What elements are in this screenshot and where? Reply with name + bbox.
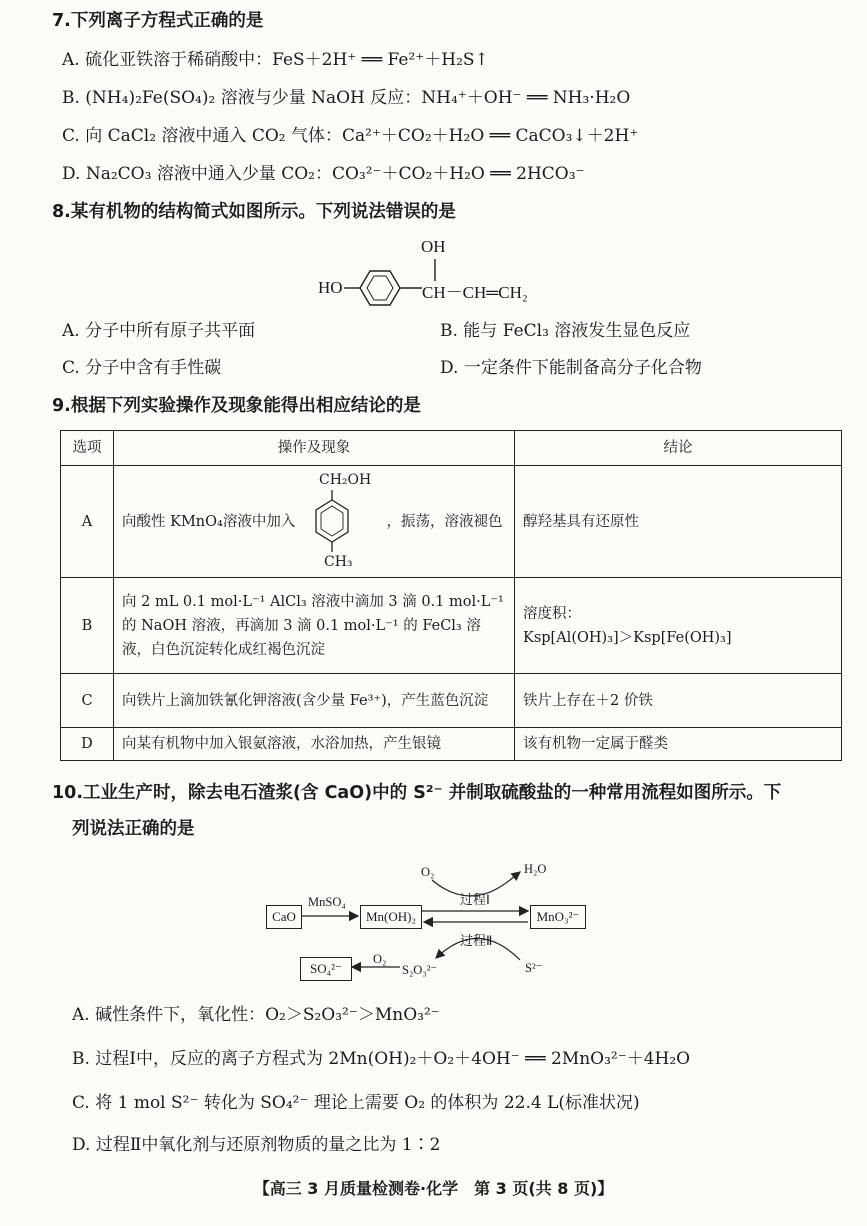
q7-option-c: C. 向 CaCl₂ 溶液中通入 CO₂ 气体：Ca²⁺＋CO₂＋H₂O ══ CaCO₃↓＋2H⁺: [62, 126, 639, 146]
box-mnoh2: Mn(OH)₂: [360, 905, 422, 929]
q8-option-a: A. 分子中所有原子共平面: [62, 321, 256, 341]
label-process-2: 过程Ⅱ: [460, 933, 493, 948]
q7-option-a: A. 硫化亚铁溶于稀硝酸中：FeS＋2H⁺ ══ Fe²⁺＋H₂S↑: [62, 50, 489, 70]
q10-option-a: A. 碱性条件下，氧化性：O₂＞S₂O₃²⁻＞MnO₃²⁻: [72, 1005, 440, 1025]
structure-chain: CH－CH═CH₂: [422, 283, 528, 302]
row-key: A: [61, 466, 114, 578]
q9-stem: 9.根据下列实验操作及现象能得出相应结论的是: [52, 396, 421, 416]
row-conclusion: 该有机物一定属于醛类: [515, 728, 842, 761]
page-footer: 【高三 3 月质量检测卷·化学 第 3 页(共 8 页)】: [253, 1179, 614, 1198]
label-h2o: H₂O: [524, 862, 547, 876]
row-operation: 向 2 mL 0.1 mol·L⁻¹ AlCl₃ 溶液中滴加 3 滴 0.1 mol·L⁻¹ 的 NaOH 溶液，再滴加 3 滴 0.1 mol·L⁻¹ 的 FeCl₃ 溶液，白色沉淀转化成红褐色沉淀: [114, 578, 515, 674]
sub-top: CH₂OH: [319, 472, 372, 488]
conclusion-line-1: 溶度积：: [523, 605, 581, 622]
q10-stem-line-1: 10.工业生产时，除去电石渣浆(含 CaO)中的 S²⁻ 并制取硫酸盐的一种常用流程如图所示。下: [52, 783, 782, 803]
q10-option-b: B. 过程Ⅰ中，反应的离子方程式为 2Mn(OH)₂＋O₂＋4OH⁻ ══ 2MnO₃²⁻＋4H₂O: [72, 1049, 691, 1069]
row-conclusion: 醇羟基具有还原性: [515, 466, 842, 578]
structure-ho-left: HO: [318, 278, 343, 297]
q8-option-d: D. 一定条件下能制备高分子化合物: [440, 358, 702, 378]
label-process-1: 过程Ⅰ: [460, 892, 490, 907]
header-operation: 操作及现象: [114, 431, 515, 466]
op-after: ，振荡，溶液褪色: [386, 513, 503, 530]
label-mnso4: MnSO₄: [308, 895, 346, 909]
row-key: B: [61, 578, 114, 674]
row-operation: 向铁片上滴加铁氰化钾溶液(含少量 Fe³⁺)，产生蓝色沉淀: [114, 674, 515, 728]
q7-stem: 7.下列离子方程式正确的是: [52, 11, 264, 31]
label-o2-bottom: O₂: [373, 952, 387, 966]
q10-option-d: D. 过程Ⅱ中氧化剂与还原剂物质的量之比为 1∶2: [72, 1135, 441, 1155]
box-mno3: MnO₃²⁻: [530, 905, 586, 929]
q10-option-c: C. 将 1 mol S²⁻ 转化为 SO₄²⁻ 理论上需要 O₂ 的体积为 22.4 L(标准状况): [72, 1093, 640, 1113]
label-s2o3: S₂O₃²⁻: [402, 963, 438, 977]
label-o2-top: O₂: [421, 865, 435, 879]
conclusion-line-2: Ksp[Al(OH)₃]＞Ksp[Fe(OH)₃]: [523, 629, 732, 646]
box-cao: CaO: [266, 905, 302, 929]
q10-stem-line-2: 列说法正确的是: [72, 819, 195, 839]
row-operation: 向某有机物中加入银氨溶液，水浴加热，产生银镜: [114, 728, 515, 761]
q8-option-c: C. 分子中含有手性碳: [62, 358, 222, 378]
q8-stem: 8.某有机物的结构简式如图所示。下列说法错误的是: [52, 202, 456, 222]
row-conclusion: 铁片上存在＋2 价铁: [515, 674, 842, 728]
row-key: C: [61, 674, 114, 728]
q8-option-b: B. 能与 FeCl₃ 溶液发生显色反应: [440, 321, 691, 341]
row-key: D: [61, 728, 114, 761]
box-so4: SO₄²⁻: [300, 957, 352, 981]
header-conclusion: 结论: [515, 431, 842, 466]
label-s2: S²⁻: [525, 961, 543, 975]
header-option: 选项: [61, 431, 114, 466]
op-before: 向酸性 KMnO₄溶液中加入: [122, 513, 296, 530]
sub-bottom: CH₃: [324, 554, 353, 570]
q7-option-d: D. Na₂CO₃ 溶液中通入少量 CO₂：CO₃²⁻＋CO₂＋H₂O ══ 2HCO₃⁻: [62, 164, 585, 184]
structure-oh-top: OH: [421, 237, 446, 256]
q7-option-b: B. (NH₄)₂Fe(SO₄)₂ 溶液与少量 NaOH 反应：NH₄⁺＋OH⁻ ══ NH₃·H₂O: [62, 88, 631, 108]
